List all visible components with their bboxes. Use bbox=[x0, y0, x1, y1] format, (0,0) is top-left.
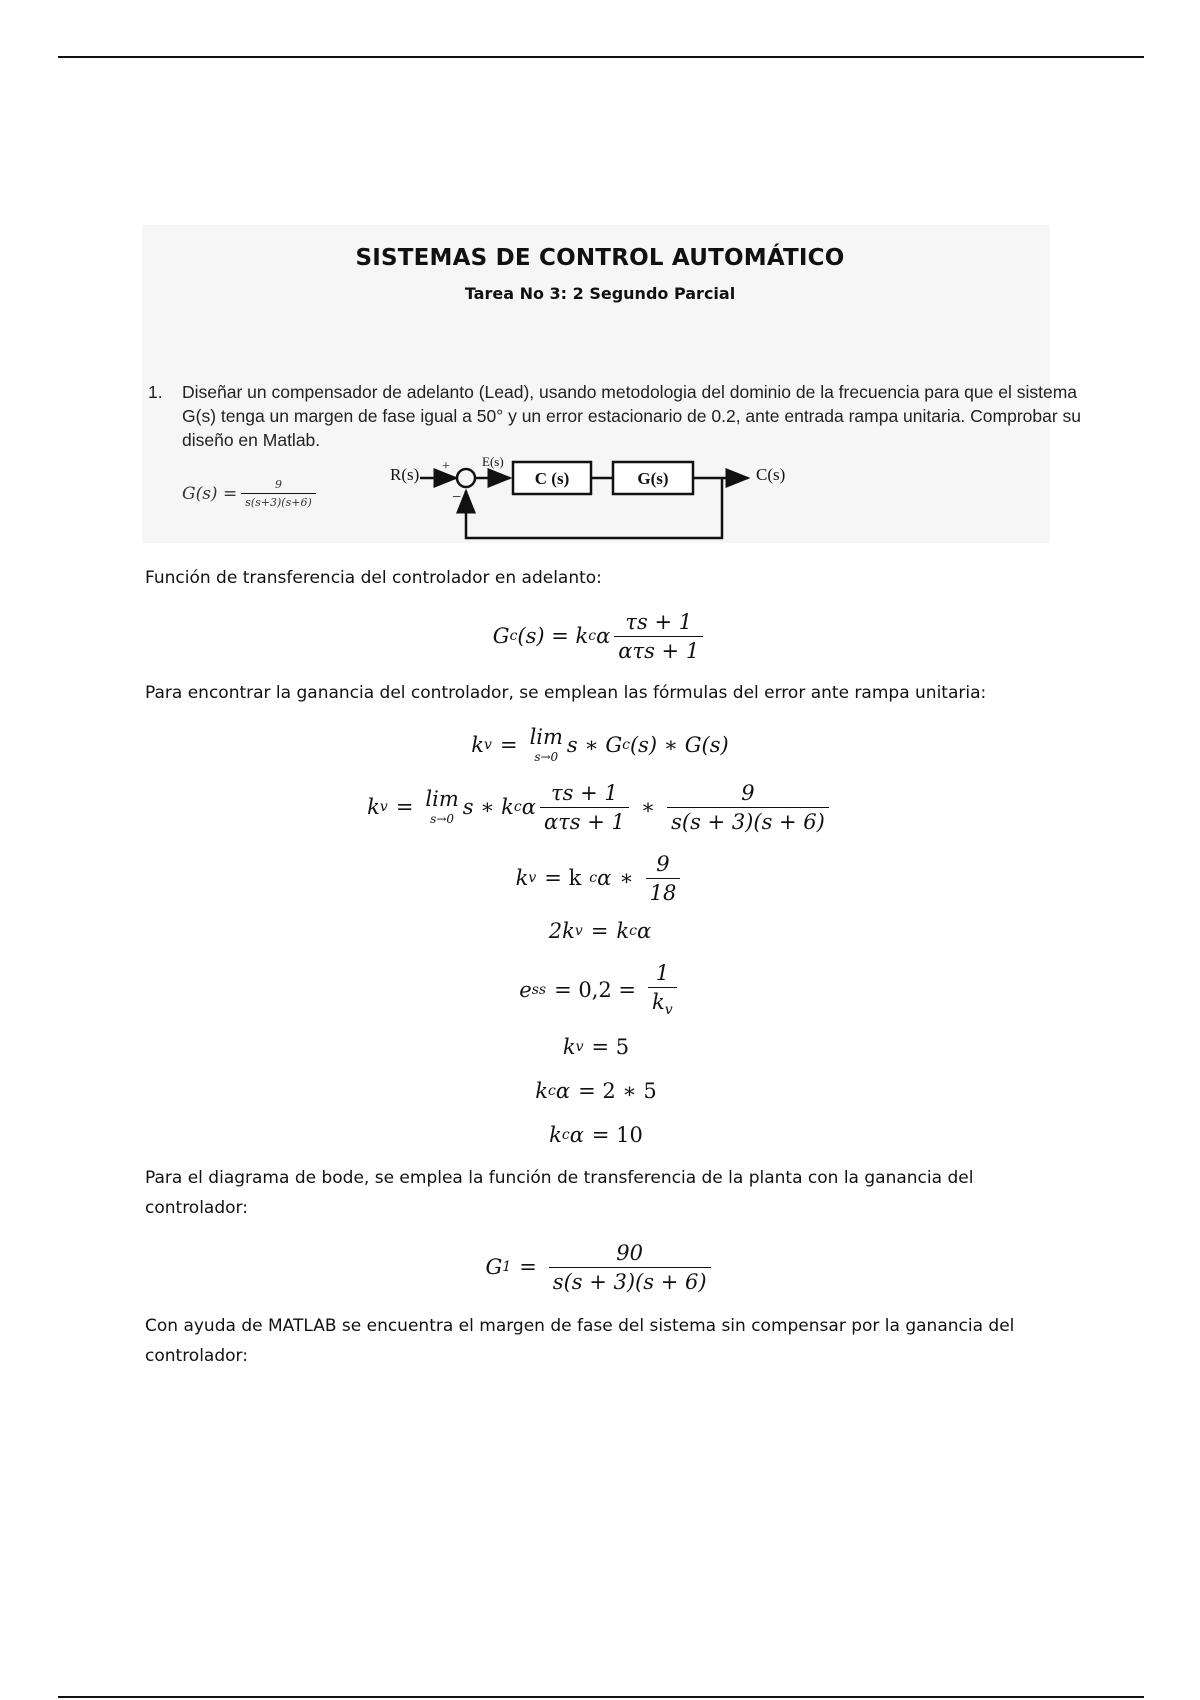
kv4-alpha: α bbox=[637, 919, 652, 943]
summing-junction bbox=[457, 469, 475, 487]
kv2-subscript: v bbox=[379, 799, 388, 815]
lim2-subscript: s→0 bbox=[430, 812, 455, 826]
g1-denominator: s(s + 3)(s + 6) bbox=[549, 1267, 711, 1294]
problem-number: 1. bbox=[148, 382, 163, 402]
kv2-den1: ατs + 1 bbox=[540, 807, 629, 834]
equation-ess bbox=[0, 955, 1200, 1025]
plant-label: G(s) bbox=[637, 469, 669, 488]
kv4-kc-subscript: c bbox=[629, 923, 637, 939]
kv2-mid: s ∗ k bbox=[462, 795, 514, 819]
text-matlab: Con ayuda de MATLAB se encuentra el margen de fase del sistema sin compensar por la ganancia del controlador: bbox=[145, 1316, 1015, 1366]
lim: lim bbox=[529, 725, 563, 749]
equation-2kv: 2k v = k c α bbox=[548, 919, 652, 943]
kv2-alpha: α bbox=[521, 795, 536, 819]
kv3-subscript: v bbox=[528, 870, 537, 886]
input-label: R(s) bbox=[390, 465, 420, 484]
kca6-alpha: α bbox=[555, 1079, 571, 1103]
output-label: C(s) bbox=[756, 465, 786, 484]
kca7-rhs: = 10 bbox=[591, 1123, 643, 1147]
ess-mid: = 0,2 = bbox=[554, 978, 637, 1002]
equation-g1: G 1 = $\frac{90}{s(s + 3)(s + 6)}$ bbox=[0, 1232, 1200, 1302]
ess-num: 1 bbox=[655, 961, 670, 986]
g1-numerator: 90 bbox=[616, 1240, 644, 1265]
kca7-subscript: c bbox=[561, 1127, 570, 1143]
kv1-gc-subscript: c bbox=[622, 737, 630, 753]
kv2-den2: s(s + 3)(s + 6) bbox=[667, 807, 829, 834]
lim2: lim bbox=[425, 787, 459, 811]
kv4-k: k bbox=[616, 919, 630, 943]
text-bode: Para el diagrama de bode, se emplea la función de transferencia de la planta con la ganancia del controlador: bbox=[145, 1168, 974, 1218]
kca7-k: k bbox=[549, 1123, 562, 1147]
kv4-lhs: 2k bbox=[548, 919, 575, 943]
gc-subscript: c bbox=[509, 628, 518, 644]
ess-den-sub: v bbox=[664, 1002, 673, 1019]
kv4-subscript: v bbox=[574, 923, 583, 939]
gc-numerator: τs + 1 bbox=[625, 609, 693, 634]
problem-text: Diseñar un compensador de adelanto (Lead), usando metodologia del dominio de la frecuencia para que el sistema G(s) tenga un margen de fase igual a 50° y un error estacionario de 0.2, ante entrada rampa unitaria. Comprobar su diseño en Matlab. bbox=[182, 382, 1082, 450]
header-rule bbox=[58, 56, 1144, 58]
equation-kv-limit: k v = lim s→0 s ∗ G c (s) ∗ G(s) bbox=[471, 725, 729, 764]
kca7-alpha: α bbox=[569, 1123, 584, 1147]
plant-transfer-function bbox=[182, 478, 320, 509]
kv5-symbol: k bbox=[562, 1035, 576, 1059]
kv2-symbol: k bbox=[367, 795, 380, 819]
kv3-alpha: α bbox=[597, 866, 612, 890]
equation-kv-simplified: k v = k c α ∗ $\frac{9}{18}$ bbox=[0, 846, 1200, 910]
kv2-num1: τs + 1 bbox=[551, 780, 618, 805]
kv3-num: 9 bbox=[656, 851, 670, 876]
problem-statement bbox=[148, 380, 1093, 452]
equation-kca-value bbox=[0, 1118, 1200, 1152]
kca6-rhs: = 2 ∗ 5 bbox=[578, 1079, 657, 1103]
gc-kc-subscript: c bbox=[588, 628, 597, 644]
gc-symbol: G bbox=[492, 624, 510, 648]
kv-symbol: k bbox=[471, 733, 485, 757]
plant-denominator: s(s+3)(s+6) bbox=[241, 493, 316, 509]
plus-sign: + bbox=[442, 459, 450, 474]
plant-lhs: G(s) = bbox=[182, 483, 238, 504]
equation-kv-expanded: k v = lim s→0 s ∗ k c α $\frac{\tau s + 1}{\text{ατs + 1}}$ ∗ $\frac{9}{s(s + 3)(s + 6)}$ bbox=[0, 774, 1200, 840]
equation-gc bbox=[0, 606, 1200, 666]
page-title: SISTEMAS DE CONTROL AUTOMÁTICO bbox=[355, 245, 845, 271]
kv3-kc-subscript: c bbox=[589, 870, 598, 886]
kv-subscript: v bbox=[484, 737, 492, 753]
minus-sign: − bbox=[452, 489, 462, 506]
kv2-num2: 9 bbox=[741, 780, 755, 805]
plant-numerator: 9 bbox=[274, 478, 282, 491]
kv1-rhs: s ∗ G bbox=[566, 733, 623, 757]
kv3-symbol: k bbox=[515, 866, 529, 890]
ess-subscript: ss bbox=[531, 982, 547, 998]
ess-symbol: e bbox=[519, 978, 532, 1002]
kca6-subscript: c bbox=[548, 1083, 556, 1099]
block-diagram bbox=[380, 452, 860, 552]
gc-denominator: ατs + 1 bbox=[614, 636, 703, 663]
kv3-den: 18 bbox=[646, 878, 681, 905]
equation-kv-value bbox=[0, 1030, 1200, 1064]
page-subtitle: Tarea No 3: 2 Segundo Parcial bbox=[464, 284, 736, 303]
kv1-tail: (s) ∗ G(s) bbox=[629, 733, 729, 757]
g1-subscript: 1 bbox=[502, 1259, 512, 1275]
error-label: E(s) bbox=[482, 454, 504, 469]
g1-symbol: G bbox=[485, 1255, 503, 1279]
kv3-rhs: = k bbox=[544, 866, 582, 890]
ess-den-k: k bbox=[652, 990, 665, 1015]
kv5-rhs: = 5 bbox=[591, 1035, 630, 1059]
footer-rule bbox=[58, 1696, 1144, 1698]
equation-kca-product bbox=[0, 1074, 1200, 1108]
gc-mid: (s) = k bbox=[517, 624, 589, 648]
kv5-subscript: v bbox=[575, 1039, 584, 1055]
kv2-kc-subscript: c bbox=[513, 799, 522, 815]
gc-alpha: α bbox=[596, 624, 611, 648]
controller-label: C (s) bbox=[534, 469, 570, 488]
text-controller-tf: Función de transferencia del controlador en adelanto: bbox=[145, 568, 602, 588]
lim-subscript: s→0 bbox=[534, 750, 559, 764]
kca6-k: k bbox=[535, 1079, 549, 1103]
text-gain-formula: Para encontrar la ganancia del controlador, se emplean las fórmulas del error ante rampa unitaria: bbox=[145, 683, 987, 703]
